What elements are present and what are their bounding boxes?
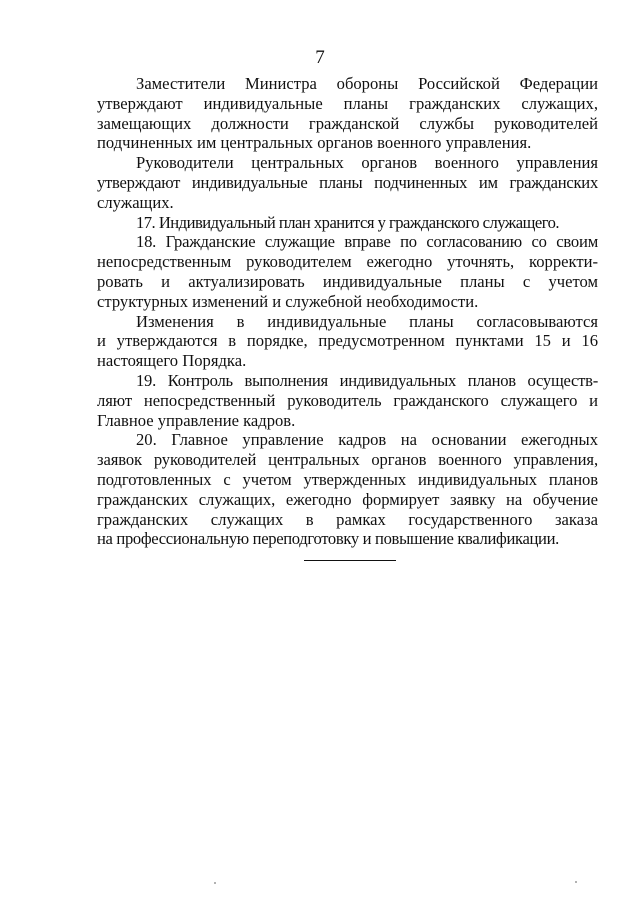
text-line: 19. Контроль выполнения индивидуальных планов осуществ- [136,370,598,390]
text-line: замещающих должности гражданской службы руководителей [97,113,598,133]
text-line: подготовленных с учетом утвержденных индивидуальных планов [97,469,598,489]
text-line: и утверждаются в порядке, предусмотренном пунктами 15 и 16 [97,331,598,351]
text-line: заявок руководителей центральных органов военного управления, [97,450,598,470]
text-line: на профессиональную переподготовку и повышение квалификации. [97,529,559,549]
text-line: 18. Гражданские служащие вправе по согласованию со своим [136,232,598,252]
paragraph [97,153,598,212]
document-body [97,74,598,549]
text-line: 17. Индивидуальный план хранится у гражданского служащего. [136,212,559,232]
end-of-text-rule [304,560,396,561]
paragraph [97,232,598,311]
text-line: ровать и актуализировать индивидуальные планы с учетом [97,271,598,291]
text-line: ляют непосредственный руководитель гражданского служащего и [97,390,598,410]
scan-speck [214,882,216,884]
text-line: настоящего Порядка. [97,351,247,371]
text-line: структурных изменений и служебной необходимости. [97,291,479,311]
text-line: непосредственным руководителем ежегодно уточнять, корректи- [97,252,598,272]
paragraph [97,371,598,430]
text-line: Заместители Министра обороны Российской Федерации [136,74,598,93]
text-line: подчиненных им центральных органов военного управления. [97,133,532,153]
scan-speck [575,881,577,883]
paragraph [97,312,598,371]
text-line: Изменения в индивидуальные планы согласовываются [136,311,598,331]
text-line: утверждают индивидуальные планы гражданских служащих, [97,93,598,113]
paragraph [97,430,598,549]
text-line: гражданских служащих, ежегодно формирует заявку на обучение [97,489,598,509]
paragraph [97,74,598,153]
page-number: 7 [315,47,325,68]
text-line: утверждают индивидуальные планы подчиненных им гражданских [97,172,598,192]
text-line: 20. Главное управление кадров на основании ежегодных [136,430,598,450]
text-line: служащих. [97,192,174,212]
text-line: Руководители центральных органов военного управления [136,153,598,173]
text-line: Главное управление кадров. [97,410,296,430]
text-line: гражданских служащих в рамках государственного заказа [97,509,598,529]
paragraph [97,213,598,233]
